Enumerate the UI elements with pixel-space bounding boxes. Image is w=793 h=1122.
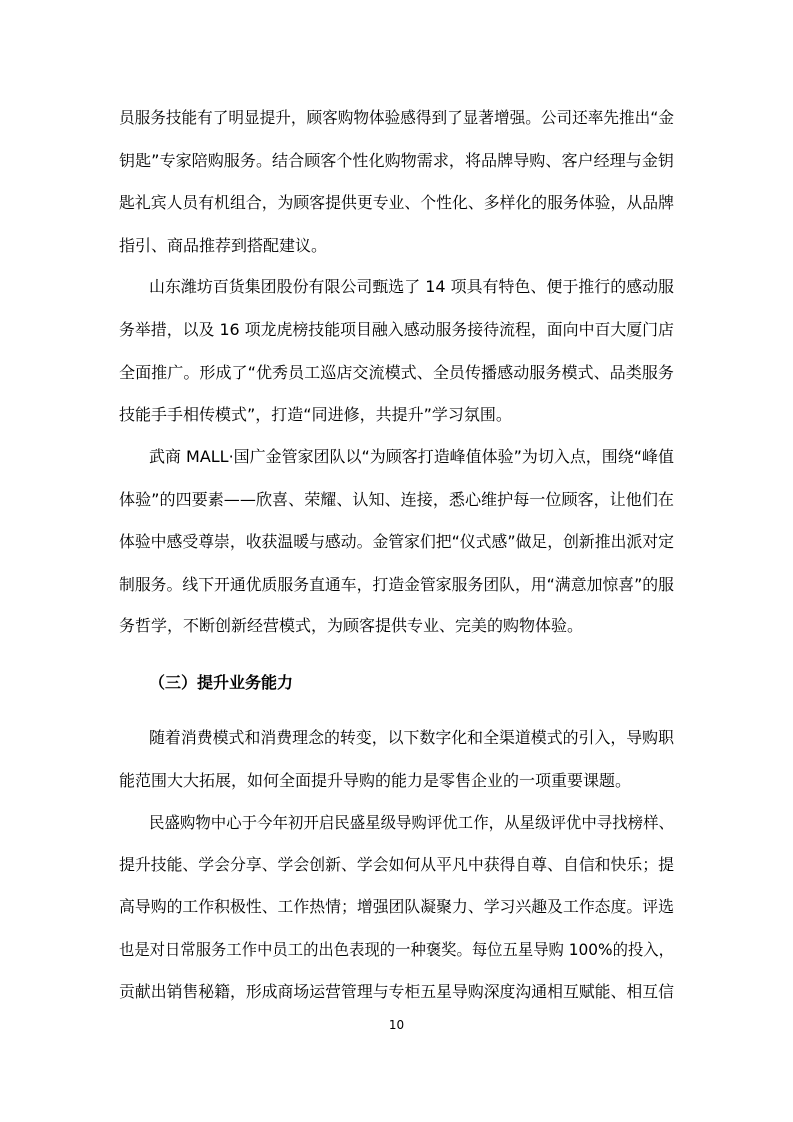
paragraph-1-line-4: 指引、商品推荐到搭配建议。 <box>119 235 328 255</box>
section-heading: （三）提升业务能力 <box>149 673 294 693</box>
paragraph-4-line-2: 能范围大大拓展，如何全面提升导购的能力是零售企业的一项重要课题。 <box>119 770 632 790</box>
paragraph-1-line-1: 员服务技能有了明显提升，顾客购物体验感得到了显著增强。公司还率先推出“金 <box>119 108 674 127</box>
paragraph-3-line-3: 体验中感受尊崇，收获温暖与感动。金管家们把“仪式感”做足，创新推出派对定 <box>119 531 674 551</box>
paragraph-5-line-5: 贡献出销售秘籍，形成商场运营管理与专柜五星导购深度沟通相互赋能、相互信 <box>119 982 674 1001</box>
paragraph-3-line-5: 务哲学，不断创新经营模式，为顾客提供专业、完美的购物体验。 <box>119 616 584 636</box>
paragraph-5-line-3: 高导购的工作积极性、工作热情；增强团队凝聚力、学习兴趣及工作态度。评选 <box>119 897 674 917</box>
paragraph-3-line-4: 制服务。线下开通优质服务直通车，打造金管家服务团队，用“满意加惊喜”的服 <box>119 574 674 594</box>
paragraph-2-line-1: 山东潍坊百货集团股份有限公司甄选了 14 项具有特色、便于推行的感动服 <box>149 277 675 297</box>
paragraph-5-line-4: 也是对日常服务工作中员工的出色表现的一种褒奖。每位五星导购 100%的投入， <box>119 939 674 959</box>
paragraph-2-line-4: 技能手手相传模式”，打造“同进修，共提升”学习氛围。 <box>119 404 512 424</box>
paragraph-5-line-1: 民盛购物中心于今年初开启民盛星级导购评优工作，从星级评优中寻找榜样、 <box>149 812 674 832</box>
paragraph-1-line-3: 匙礼宾人员有机组合，为顾客提供更专业、个性化、多样化的服务体验，从品牌 <box>119 192 674 212</box>
paragraph-3-line-2: 体验”的四要素——欣喜、荣耀、认知、连接，悉心维护每一位顾客，让他们在 <box>119 490 675 510</box>
paragraph-1-line-2: 钥匙”专家陪购服务。结合顾客个性化购物需求，将品牌导购、客户经理与金钥 <box>119 151 675 171</box>
page-number: 10 <box>388 1018 405 1032</box>
paragraph-2-line-2: 务举措，以及 16 项龙虎榜技能项目融入感动服务接待流程，面向中百大厦门店 <box>119 320 674 340</box>
paragraph-3-line-1: 武商 MALL·国广金管家团队以“为顾客打造峰值体验”为切入点，围绕“峰值 <box>149 447 674 467</box>
paragraph-4-line-1: 随着消费模式和消费理念的转变，以下数字化和全渠道模式的引入，导购职 <box>149 728 675 748</box>
paragraph-5-line-2: 提升技能、学会分享、学会创新、学会如何从平凡中获得自尊、自信和快乐；提 <box>119 855 674 875</box>
paragraph-2-line-3: 全面推广。形成了“优秀员工巡店交流模式、全员传播感动服务模式、品类服务 <box>119 362 675 382</box>
